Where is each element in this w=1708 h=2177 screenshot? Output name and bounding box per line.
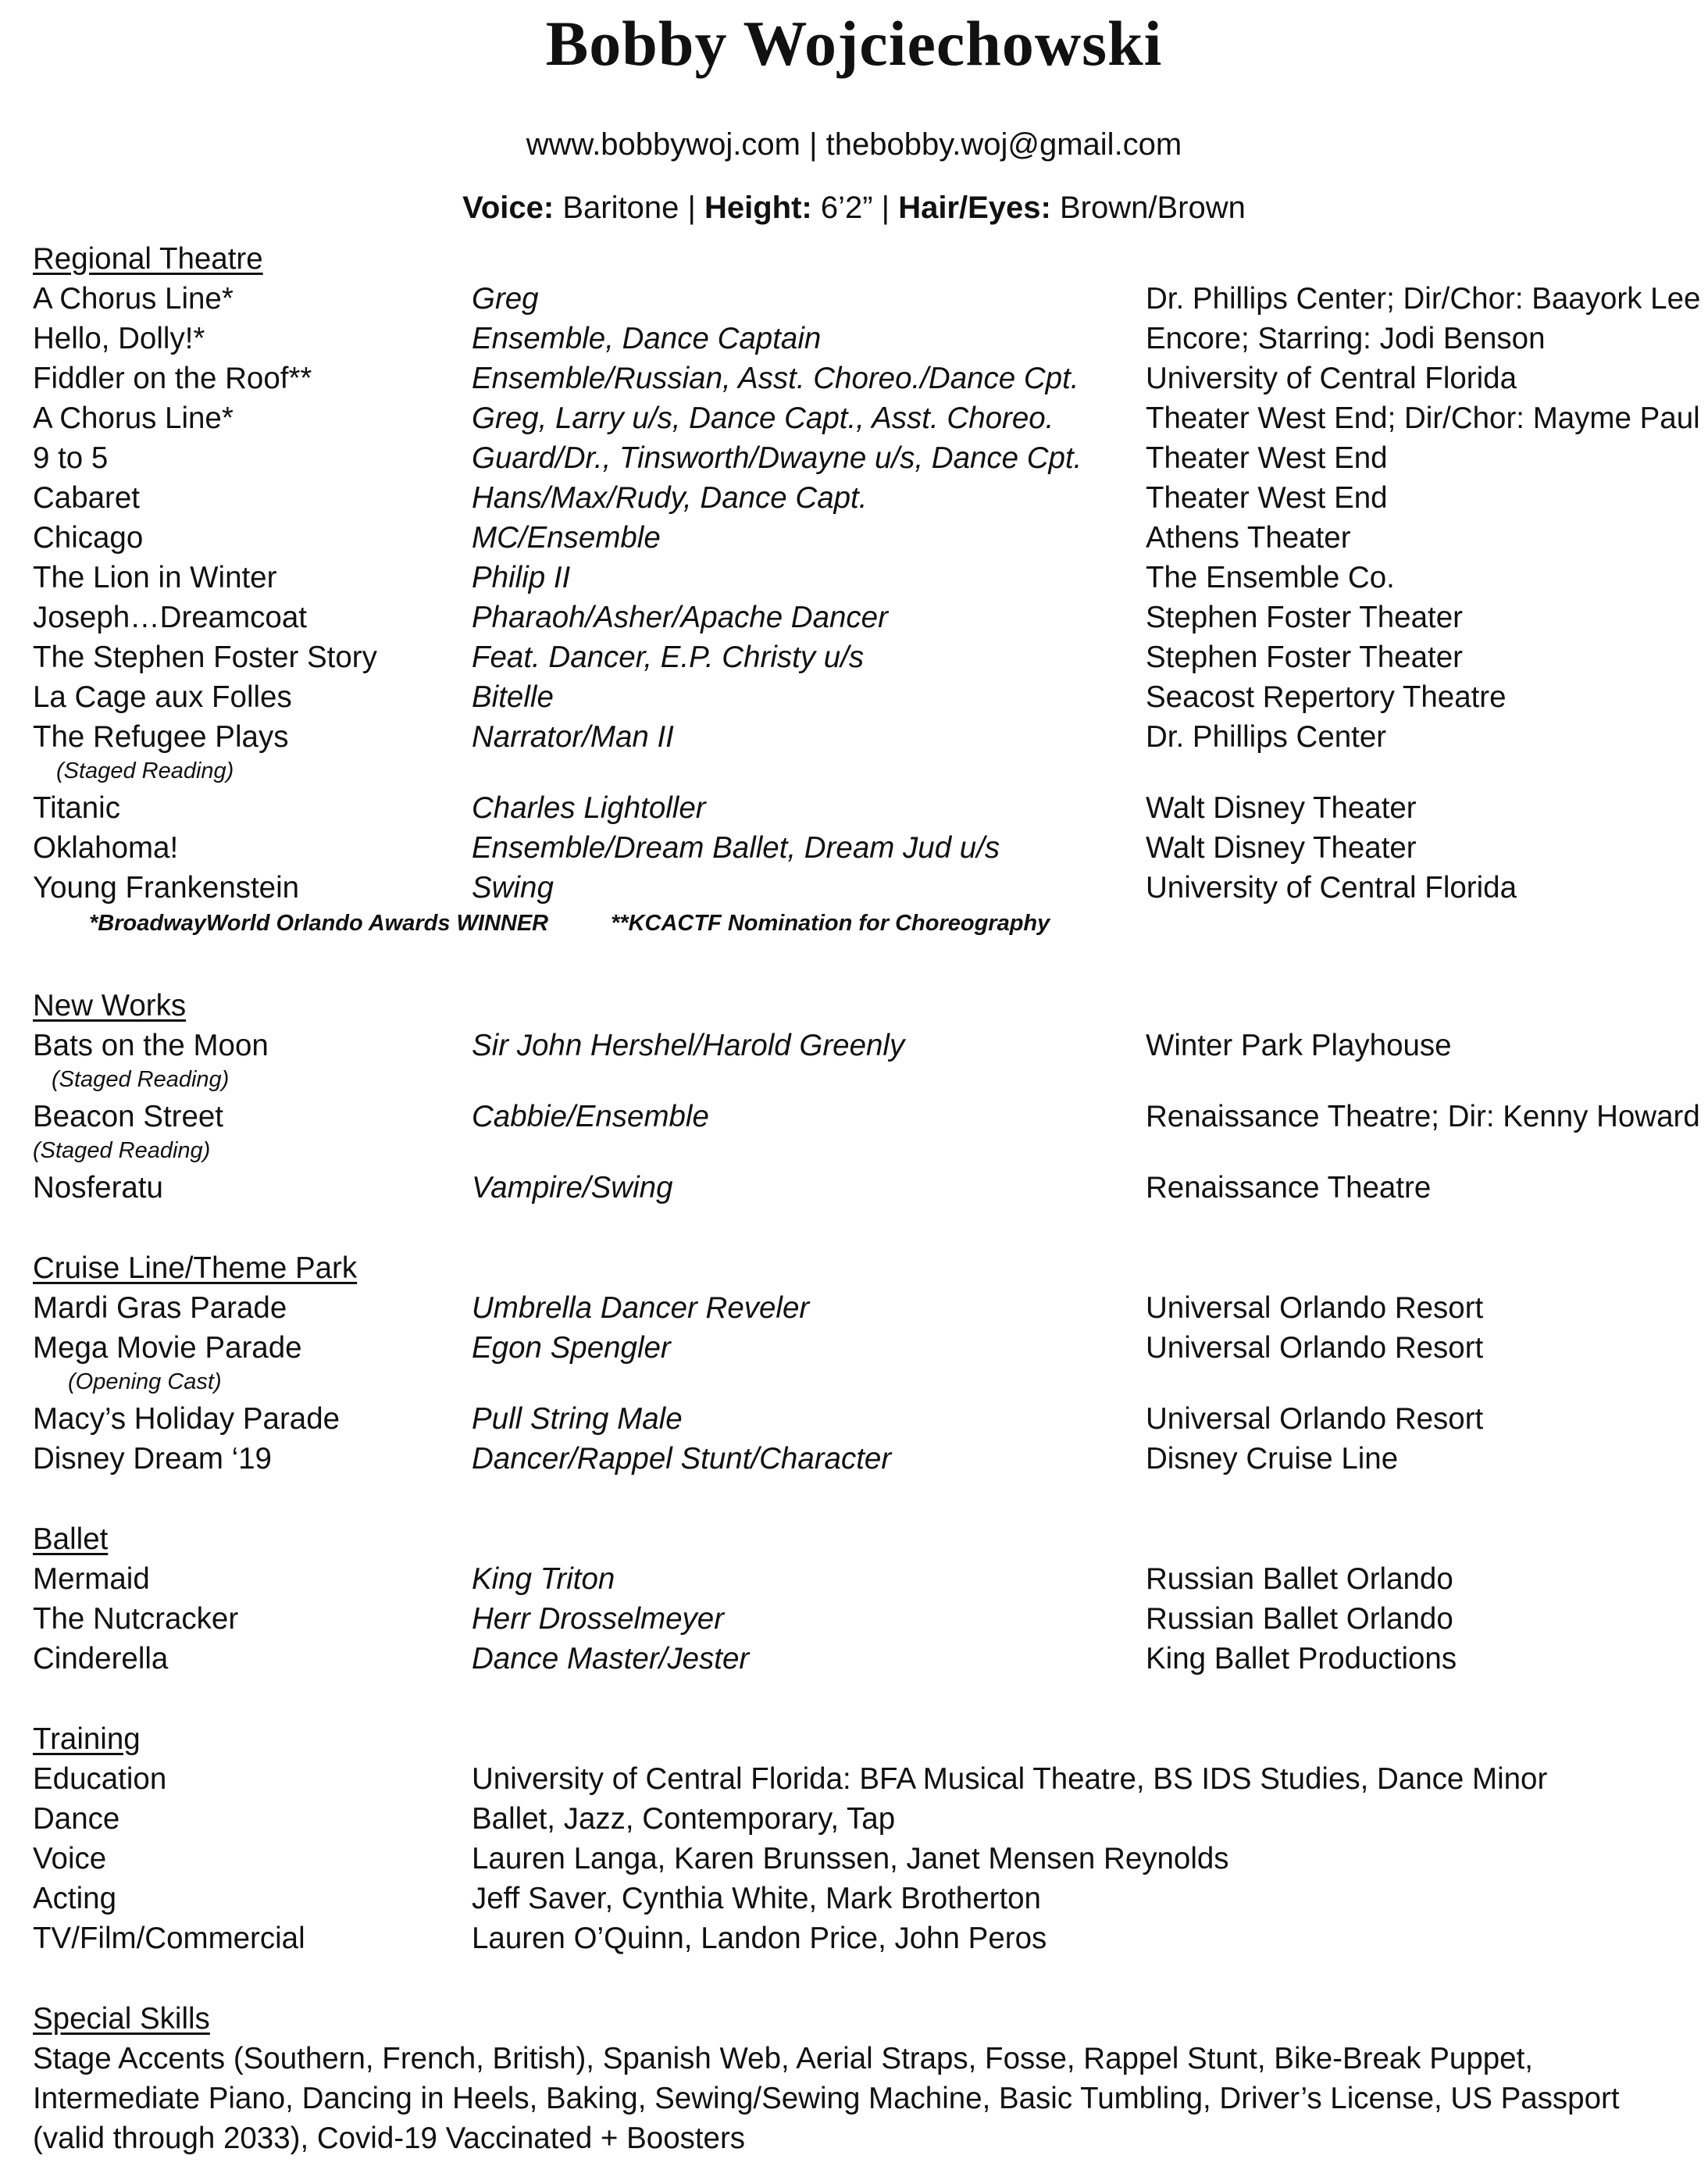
show-title: The Stephen Foster Story	[33, 641, 377, 674]
new-works-section	[33, 986, 1700, 1208]
show-title: A Chorus Line*	[33, 401, 234, 435]
role: Vampire/Swing	[472, 1171, 673, 1204]
show-title: Nosferatu	[33, 1171, 163, 1204]
credit-row	[33, 1288, 1696, 1328]
role: Egon Spengler	[472, 1331, 671, 1365]
role: Cabbie/Ensemble	[472, 1100, 709, 1133]
venue: Theater West End; Dir/Chor: Mayme Paul	[1146, 401, 1700, 435]
credit-row	[33, 637, 1696, 677]
section-spacer	[33, 1679, 1696, 1719]
training-row	[33, 1839, 1696, 1879]
actor-name: Bobby Wojciechowski	[545, 8, 1163, 79]
training-value: Jeff Saver, Cynthia White, Mark Brotherton	[472, 1882, 1041, 1915]
section-spacer	[33, 1208, 1696, 1248]
show-title: Oklahoma!	[33, 831, 179, 865]
show-title: Hello, Dolly!*	[33, 322, 205, 355]
venue: Disney Cruise Line	[1146, 1442, 1399, 1476]
show-title: Fiddler on the Roof**	[33, 362, 312, 395]
credit-row	[33, 1026, 1696, 1065]
credit-row	[33, 1097, 1700, 1137]
separator: |	[809, 127, 818, 162]
section-title: Training	[33, 1722, 141, 1756]
ballet-section	[33, 1519, 1696, 1679]
training-value: Lauren Langa, Karen Brunssen, Janet Mensen Reynolds	[472, 1842, 1229, 1875]
credit-row	[33, 1168, 1696, 1208]
staged-reading-note: (Staged Reading)	[33, 1138, 211, 1163]
training-label: Education	[33, 1762, 167, 1796]
training-value: Ballet, Jazz, Contemporary, Tap	[472, 1802, 896, 1836]
venue: Theater West End	[1146, 441, 1388, 475]
venue: Universal Orlando Resort	[1146, 1331, 1484, 1365]
staged-reading-note: (Staged Reading)	[56, 758, 234, 783]
height-label: Height:	[704, 191, 812, 225]
show-title: 9 to 5	[33, 441, 109, 475]
venue: King Ballet Productions	[1146, 1642, 1457, 1676]
role: MC/Ensemble	[472, 521, 661, 555]
credit-row	[33, 1328, 1696, 1368]
venue: Seacost Repertory Theatre	[1146, 680, 1507, 714]
role: Sir John Hershel/Harold Greenly	[472, 1029, 905, 1062]
resume-content	[33, 239, 1701, 2158]
award-winner-note: *BroadwayWorld Orlando Awards WINNER	[89, 911, 549, 936]
section-title: Ballet	[33, 1522, 109, 1556]
venue: Winter Park Playhouse	[1146, 1029, 1452, 1062]
show-title: Mermaid	[33, 1562, 150, 1596]
show-title: Mardi Gras Parade	[33, 1291, 287, 1325]
role: King Triton	[472, 1562, 615, 1596]
credit-row	[33, 1559, 1696, 1599]
training-label: Voice	[33, 1842, 107, 1875]
role: Feat. Dancer, E.P. Christy u/s	[472, 641, 865, 674]
special-skills-section	[33, 1999, 1696, 2158]
venue: Renaissance Theatre	[1146, 1171, 1432, 1204]
credit-row	[33, 828, 1696, 868]
training-row	[33, 1918, 1696, 1958]
website-link[interactable]: www.bobbywoj.com	[526, 127, 801, 162]
show-title: Chicago	[33, 521, 144, 555]
venue: Russian Ballet Orlando	[1146, 1562, 1453, 1596]
venue: Walt Disney Theater	[1146, 791, 1417, 825]
section-spacer	[33, 1958, 1696, 1999]
show-title: Cinderella	[33, 1642, 169, 1676]
venue: University of Central Florida	[1146, 871, 1517, 905]
credit-row	[33, 788, 1696, 828]
role: Greg	[472, 282, 539, 316]
show-title: Cabaret	[33, 481, 140, 515]
training-row	[33, 1759, 1696, 1799]
role: Ensemble/Dream Ballet, Dream Jud u/s	[472, 831, 1000, 865]
role: Hans/Max/Rudy, Dance Capt.	[472, 481, 868, 515]
show-title: The Lion in Winter	[33, 561, 277, 594]
credit-row	[33, 1399, 1696, 1439]
role: Dancer/Rappel Stunt/Character	[472, 1442, 892, 1476]
section-title: New Works	[33, 989, 187, 1022]
venue: Dr. Phillips Center	[1146, 720, 1387, 754]
role: Greg, Larry u/s, Dance Capt., Asst. Choreo.	[472, 401, 1054, 435]
height-value: 6’2”	[820, 191, 873, 225]
venue: Dr. Phillips Center; Dir/Chor: Baayork Lee	[1146, 282, 1701, 316]
show-title: Mega Movie Parade	[33, 1331, 302, 1365]
venue: Stephen Foster Theater	[1146, 601, 1463, 634]
credit-row	[33, 1439, 1696, 1479]
training-row	[33, 1799, 1696, 1839]
credit-row	[33, 478, 1696, 518]
show-title: La Cage aux Folles	[33, 680, 292, 714]
training-label: Acting	[33, 1882, 117, 1915]
venue: Universal Orlando Resort	[1146, 1291, 1484, 1325]
role: Pull String Male	[472, 1402, 683, 1436]
section-title: Special Skills	[33, 2002, 210, 2036]
show-title: Macy’s Holiday Parade	[33, 1402, 341, 1436]
regional-theatre-section	[33, 239, 1701, 947]
venue: University of Central Florida	[1146, 362, 1517, 395]
venue: Theater West End	[1146, 481, 1388, 515]
venue: Encore; Starring: Jodi Benson	[1146, 322, 1546, 355]
show-title: Beacon Street	[33, 1100, 223, 1133]
role: Swing	[472, 871, 554, 905]
show-title: The Refugee Plays	[33, 720, 289, 754]
hair-eyes-value: Brown/Brown	[1059, 191, 1246, 225]
show-title: Titanic	[33, 791, 120, 825]
section-title: Regional Theatre	[33, 242, 263, 276]
show-title: Disney Dream ‘19	[33, 1442, 272, 1476]
venue: Universal Orlando Resort	[1146, 1402, 1484, 1436]
role: Herr Drosselmeyer	[472, 1602, 725, 1636]
role: Philip II	[472, 561, 571, 594]
role: Guard/Dr., Tinsworth/Dwayne u/s, Dance Cpt.	[472, 441, 1082, 475]
role: Narrator/Man II	[472, 720, 674, 754]
credit-row	[33, 279, 1701, 319]
voice-value: Baritone	[562, 191, 679, 225]
voice-label: Voice:	[462, 191, 554, 225]
show-title: The Nutcracker	[33, 1602, 239, 1636]
venue: The Ensemble Co.	[1146, 561, 1395, 594]
opening-cast-note: (Opening Cast)	[68, 1369, 222, 1394]
training-value: University of Central Florida: BFA Musical Theatre, BS IDS Studies, Dance Minor	[472, 1762, 1548, 1796]
show-title: Bats on the Moon	[33, 1029, 269, 1062]
staged-reading-note: (Staged Reading)	[52, 1067, 230, 1092]
award-nomination-note: **KCACTF Nomination for Choreography	[611, 911, 1050, 936]
venue: Renaissance Theatre; Dir: Kenny Howard	[1146, 1100, 1700, 1133]
venue: Stephen Foster Theater	[1146, 641, 1463, 674]
credit-row	[33, 319, 1696, 359]
hair-eyes-label: Hair/Eyes:	[898, 191, 1051, 225]
credit-row	[33, 868, 1696, 908]
credit-row	[33, 518, 1696, 558]
role: Ensemble/Russian, Asst. Choreo./Dance Cpt.	[472, 362, 1079, 395]
role: Dance Master/Jester	[472, 1642, 750, 1676]
role: Ensemble, Dance Captain	[472, 322, 822, 355]
role: Pharaoh/Asher/Apache Dancer	[472, 601, 888, 634]
show-title: A Chorus Line*	[33, 282, 234, 316]
credit-row	[33, 1599, 1696, 1639]
credit-row	[33, 359, 1696, 398]
training-label: Dance	[33, 1802, 120, 1836]
section-spacer	[33, 1479, 1696, 1519]
show-title: Joseph…Dreamcoat	[33, 601, 307, 634]
credit-row	[33, 717, 1696, 757]
cruise-theme-park-section	[33, 1248, 1696, 1479]
credit-row	[33, 1639, 1696, 1679]
stats-line	[0, 187, 1708, 228]
awards-footnote	[33, 908, 1696, 947]
section-title: Cruise Line/Theme Park	[33, 1251, 358, 1285]
role: Umbrella Dancer Reveler	[472, 1291, 810, 1325]
show-title: Young Frankenstein	[33, 871, 300, 905]
training-label: TV/Film/Commercial	[33, 1922, 305, 1955]
email-link[interactable]: thebobby.woj@gmail.com	[825, 127, 1182, 162]
training-value: Lauren O’Quinn, Landon Price, John Peros	[472, 1922, 1047, 1955]
role: Charles Lightoller	[472, 791, 706, 825]
training-row	[33, 1879, 1696, 1918]
separator: |	[687, 191, 696, 225]
section-spacer	[33, 947, 1696, 986]
contact-line	[0, 125, 1708, 164]
role: Bitelle	[472, 680, 554, 714]
credit-row	[33, 438, 1696, 478]
credit-row	[33, 558, 1696, 598]
venue: Russian Ballet Orlando	[1146, 1602, 1453, 1636]
training-section	[33, 1719, 1696, 1958]
venue: Athens Theater	[1146, 521, 1351, 555]
credit-row	[33, 598, 1696, 637]
separator: |	[881, 191, 890, 225]
venue: Walt Disney Theater	[1146, 831, 1417, 865]
credit-row	[33, 677, 1696, 717]
skills-text: Stage Accents (Southern, French, British), Spanish Web, Aerial Straps, Fosse, Rappel Stunt, Bike-Break Puppet, Intermediate Piano, Dancing in Heels, Baking, Sewing/Sewing Machine, Basic Tumbling, Driver’s License, US Passport (valid through 2033), Covid-19 Vaccinated + Boosters	[33, 2042, 1620, 2155]
credit-row	[33, 398, 1700, 438]
